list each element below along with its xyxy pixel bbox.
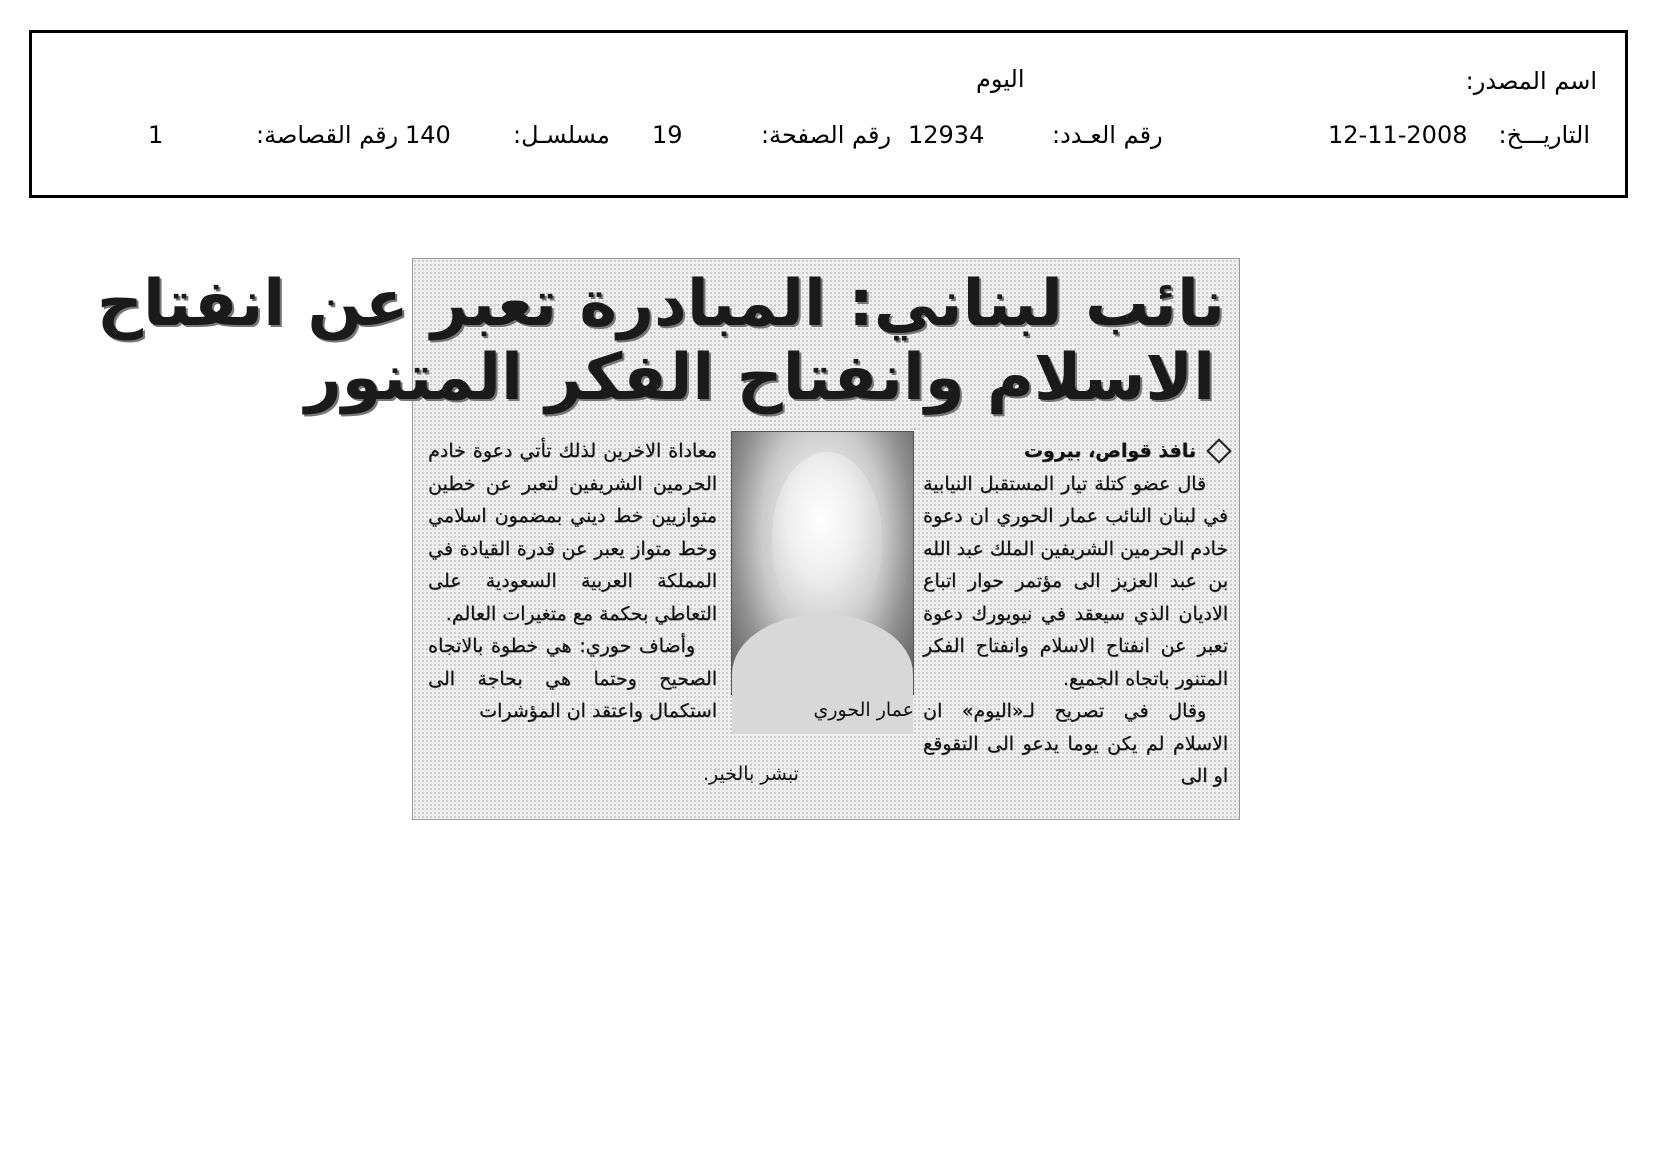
paragraph-4: وأضاف حوري: هي خطوة بالاتجاه الصحيح وحتما هي بحاجة الى استكمال واعتقد ان المؤشرات <box>428 635 717 722</box>
headline-line-2: الاسلام وانفتاح الفكر المتنور <box>304 341 1215 415</box>
article-column-right <box>923 435 1228 793</box>
issue-value: 12934 <box>908 121 985 149</box>
header-box <box>29 30 1628 198</box>
date-label: التاريـــخ: <box>1498 121 1590 149</box>
serial-label: مسلسـل: <box>513 121 610 149</box>
clip-label: رقم القصاصة: <box>256 121 399 149</box>
page-label: رقم الصفحة: <box>761 121 892 149</box>
page-value: 19 <box>652 121 683 149</box>
paragraph-1: قال عضو كتلة تيار المستقبل النيابية في لبنان النائب عمار الحوري ان دعوة خادم الحرمين الشريفين الملك عبد الله بن عبد العزيز الى مؤتمر حوار اتباع الاديان الذي سيعقد في نيويورك دعوة تعبر عن انفتاح الاسلام وانفتاح الفكر المتنور باتجاه الجميع. <box>923 472 1228 690</box>
portrait-photo <box>731 431 914 695</box>
diamond-bullet-icon <box>1206 439 1231 464</box>
byline <box>923 435 1228 468</box>
byline-text: نافذ قواص، بيروت <box>1023 440 1196 462</box>
photo-caption: عمار الحوري <box>813 699 914 721</box>
issue-label: رقم العـدد: <box>1052 121 1163 149</box>
serial-value: 140 <box>405 121 451 149</box>
paragraph-2: وقال في تصريح لـ«اليوم» ان الاسلام لم يكن يوما يدعو الى التقوقع او الى <box>923 700 1228 787</box>
article-tail: تبشر بالخير. <box>703 763 799 785</box>
clip-value: 1 <box>148 121 164 149</box>
date-value: 12-11-2008 <box>1328 121 1468 149</box>
headline-line-1: نائب لبناني: المبادرة تعبر عن انفتاح <box>96 267 1225 341</box>
newspaper-clipping <box>96 258 1240 820</box>
source-label: اسم المصدر: <box>1465 67 1597 95</box>
source-value: اليوم <box>976 65 1025 93</box>
paragraph-3: معاداة الاخرين لذلك تأتي دعوة خادم الحرمين الشريفين لتعبر عن خطين متوازيين خط ديني بمضمون اسلامي وخط متواز يعبر عن قدرة القيادة في المملكة العربية السعودية على التعاطي بحكمة مع متغيرات العالم. <box>428 440 717 625</box>
article-column-left <box>428 435 717 728</box>
